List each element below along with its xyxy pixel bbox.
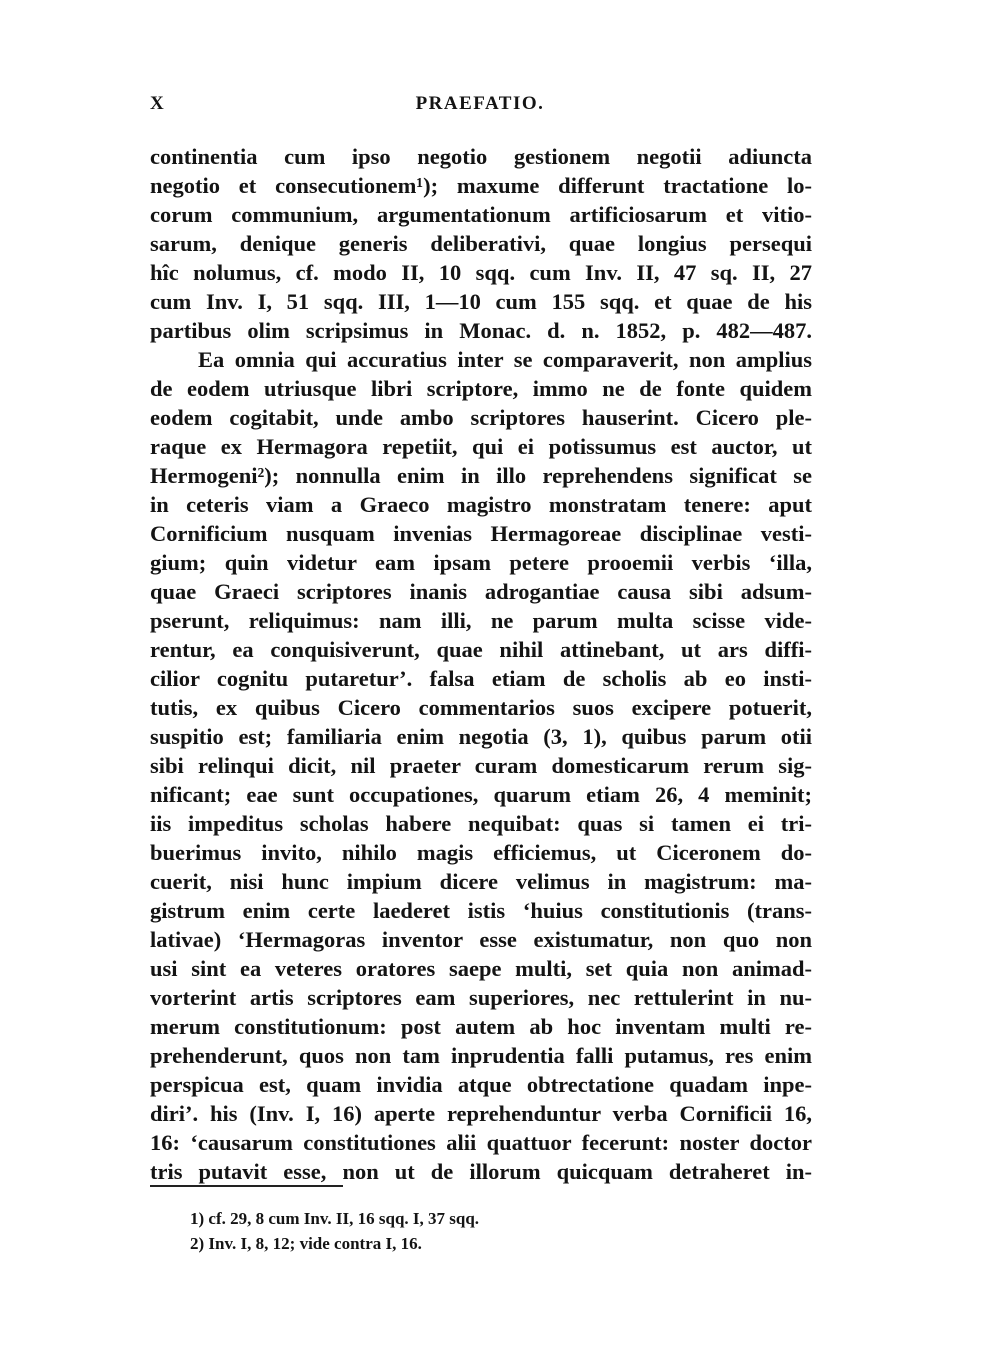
text-line: vorterint artis scriptores eam superiores, nec rettulerint in nu- <box>150 985 812 1010</box>
text-line: gium; quin videtur eam ipsam petere prooemii verbis ‘illa, <box>150 550 812 575</box>
text-line: tutis, ex quibus Cicero commentarios suos excipere potuerit, <box>150 695 812 720</box>
text-line: iis impeditus scholas habere nequibat: quas si tamen ei tri- <box>150 811 812 836</box>
text-line: quae Graeci scriptores inanis adrogantiae causa sibi adsum- <box>150 579 812 604</box>
text-line: usi sint ea veteres oratores saepe multi, set quia non animad- <box>150 956 812 981</box>
text-line: rentur, ea conquisiverunt, quae nihil attinebant, ut ars diffi- <box>150 637 812 662</box>
text-line: sarum, denique generis deliberativi, quae longius persequi <box>150 231 812 256</box>
text-line: eodem cogitabit, unde ambo scriptores hauserint. Cicero ple- <box>150 405 812 430</box>
footnote-divider <box>150 1185 343 1187</box>
text-line: hîc nolumus, cf. modo II, 10 sqq. cum Inv. II, 47 sq. II, 27 <box>150 260 812 285</box>
text-line: perspicua est, quam invidia atque obtrectatione quadam inpe- <box>150 1072 812 1097</box>
text-line: prehenderunt, quos non tam inprudentia falli putamus, res enim <box>150 1043 812 1068</box>
text-line: cum Inv. I, 51 sqq. III, 1—10 cum 155 sqq. et quae de his <box>150 289 812 314</box>
text-line: continentia cum ipso negotio gestionem negotii adiuncta <box>150 144 812 169</box>
text-line: partibus olim scripsimus in Monac. d. n. 1852, p. 482—487. <box>150 318 812 343</box>
text-line: nificant; eae sunt occupationes, quarum etiam 26, 4 meminit; <box>150 782 812 807</box>
text-line: negotio et consecutionem¹); maxume differunt tractatione lo- <box>150 173 812 198</box>
body-text <box>150 142 812 1186</box>
text-line: suspitio est; familiaria enim negotia (3, 1), quibus parum otii <box>150 724 812 749</box>
text-line: Hermogeni²); nonnulla enim in illo reprehendens significat se <box>150 463 812 488</box>
text-line: cilior cognitu putaretur’. falsa etiam de scholis ab eo insti- <box>150 666 812 691</box>
text-line: tris putavit esse, non ut de illorum quicquam detraheret in- <box>150 1159 812 1184</box>
text-line: Cornificium nusquam invenias Hermagoreae disciplinae vesti- <box>150 521 812 546</box>
text-line: raque ex Hermagora repetiit, qui ei potissumus est auctor, ut <box>150 434 812 459</box>
page-header <box>150 93 810 119</box>
page-number: X <box>150 93 164 114</box>
text-line: lativae) ‘Hermagoras inventor esse existumatur, non quo non <box>150 927 812 952</box>
footnote-2: 2) Inv. I, 8, 12; vide contra I, 16. <box>190 1234 422 1253</box>
text-line: in ceteris viam a Graeco magistro monstratam tenere: aput <box>150 492 812 517</box>
text-line: diri’. his (Inv. I, 16) aperte reprehenduntur verba Cornificii 16, <box>150 1101 812 1126</box>
text-line: corum communium, argumentationum artificiosarum et vitio- <box>150 202 812 227</box>
text-line: buerimus invito, nihilo magis efficiemus, ut Ciceronem do- <box>150 840 812 865</box>
text-line: merum constitutionum: post autem ab hoc inventam multi re- <box>150 1014 812 1039</box>
footnote-1: 1) cf. 29, 8 cum Inv. II, 16 sqq. I, 37 sqq. <box>190 1209 480 1228</box>
text-line: pserunt, reliquimus: nam illi, ne parum multa scisse vide- <box>150 608 812 633</box>
text-line: sibi relinqui dicit, nil praeter curam domesticarum rerum sig- <box>150 753 812 778</box>
text-line: 16: ‘causarum constitutiones alii quattuor fecerunt: noster doctor <box>150 1130 812 1155</box>
text-line: gistrum enim certe laederet istis ‘huius constitutionis (trans- <box>150 898 812 923</box>
footnotes <box>190 1206 790 1256</box>
running-title: PRAEFATIO. <box>415 93 545 114</box>
text-line: cuerit, nisi hunc impium dicere velimus in magistrum: ma- <box>150 869 812 894</box>
paragraph-start-line: Ea omnia qui accuratius inter se comparaverit, non amplius <box>198 347 812 372</box>
text-line: de eodem utriusque libri scriptore, immo ne de fonte quidem <box>150 376 812 401</box>
